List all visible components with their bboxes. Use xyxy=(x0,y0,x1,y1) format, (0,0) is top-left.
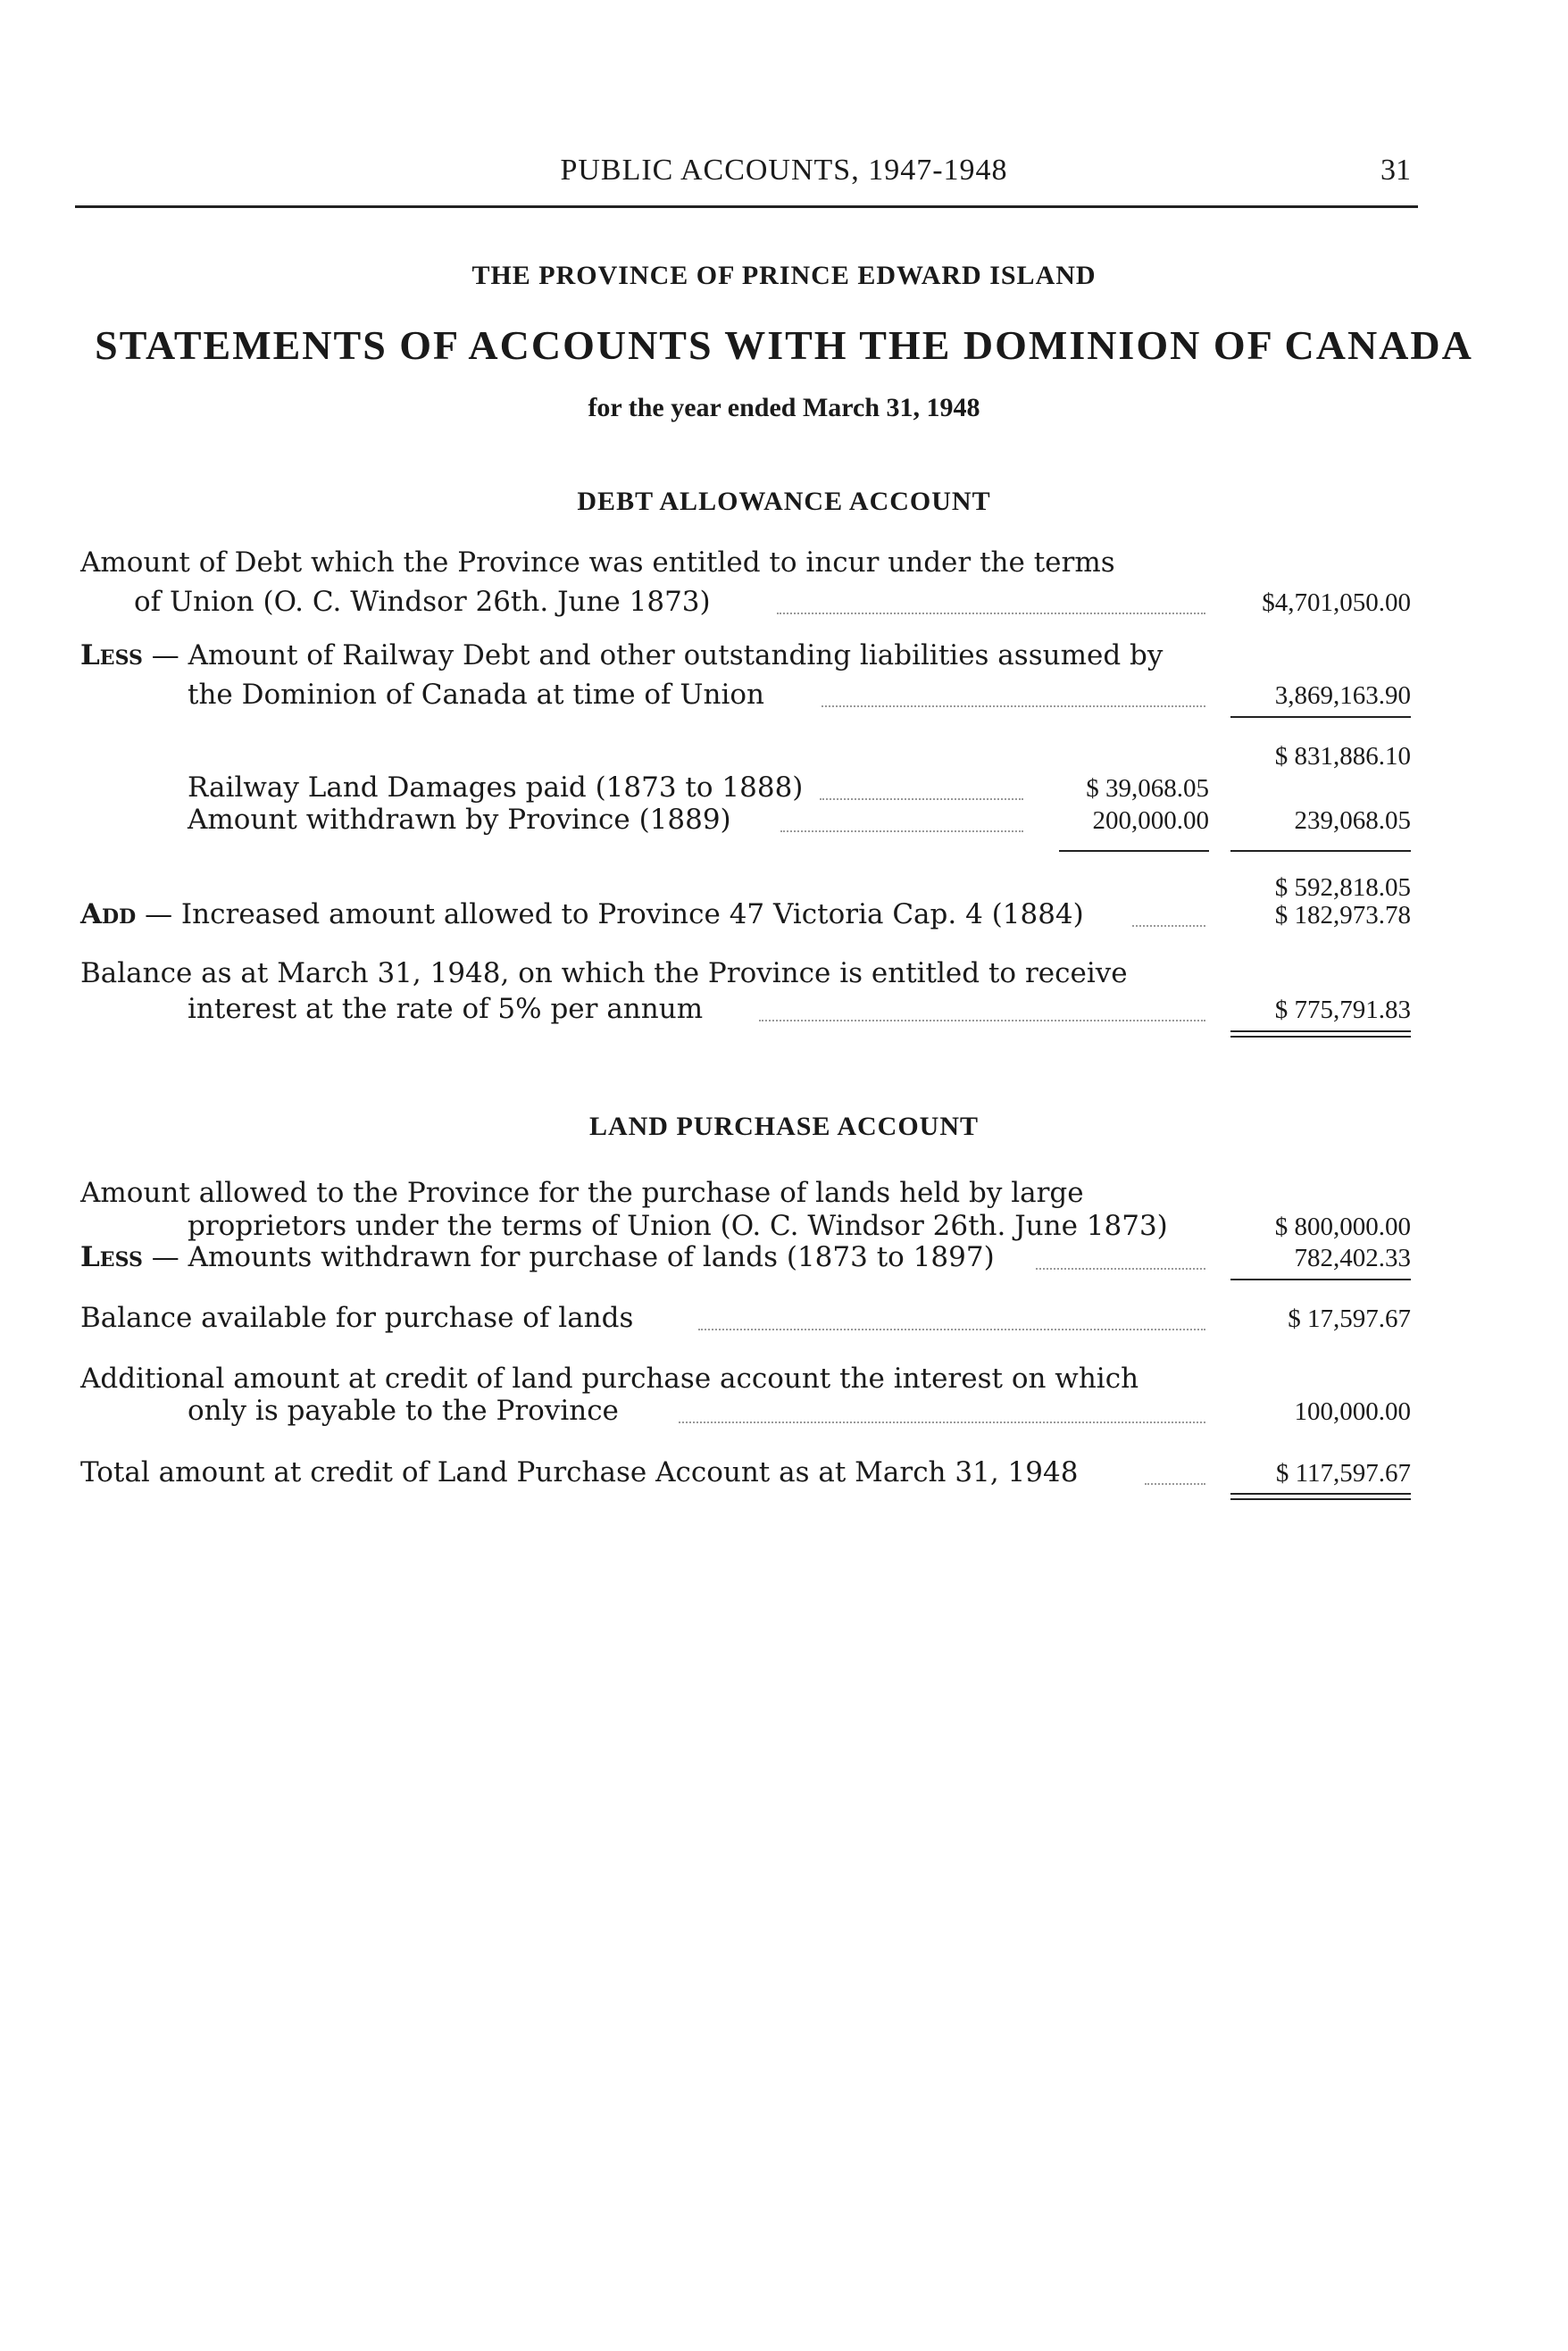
debt-line7: — Increased amount allowed to Province 47 Victoria Cap. 4 (1884) xyxy=(145,898,1084,930)
total-rule xyxy=(1230,1493,1411,1495)
header-rule xyxy=(75,205,1418,208)
debt-line1a: Amount of Debt which the Province was entitled to incur under the terms xyxy=(80,546,1115,579)
total-rule xyxy=(1230,1498,1411,1500)
land-line1a: Amount allowed to the Province for the purchase of lands held by large xyxy=(80,1177,1084,1209)
total-rule xyxy=(1230,1030,1411,1032)
debt-line8b: interest at the rate of 5% per annum xyxy=(188,993,704,1025)
debt-heading: DEBT ALLOWANCE ACCOUNT xyxy=(577,487,991,516)
less-label: Less xyxy=(80,639,143,671)
province-title: THE PROVINCE OF PRINCE EDWARD ISLAND xyxy=(471,261,1097,290)
land-value3: $ 17,597.67 xyxy=(1288,1305,1411,1333)
land-less-row xyxy=(80,1241,995,1273)
debt-value3: $ 831,886.10 xyxy=(1274,742,1411,771)
sum-rule xyxy=(1230,1279,1411,1280)
debt-line4: Railway Land Damages paid (1873 to 1888) xyxy=(188,771,804,804)
land-value4: 100,000.00 xyxy=(1294,1397,1411,1426)
debt-value7: $ 182,973.78 xyxy=(1274,901,1411,930)
land-line1b: proprietors under the terms of Union (O. C. Windsor 26th. June 1873) xyxy=(188,1210,1168,1242)
leader-dots xyxy=(777,613,1205,614)
debt-value5a: 200,000.00 xyxy=(1092,806,1209,835)
debt-line2b: the Dominion of Canada at time of Union xyxy=(188,679,765,711)
debt-line2a: — Amount of Railway Debt and other outstanding liabilities assumed by xyxy=(151,639,1163,671)
land-line4b: only is payable to the Province xyxy=(188,1395,619,1427)
sum-rule xyxy=(1230,716,1411,718)
less-label: Less xyxy=(80,1241,143,1273)
leader-dots xyxy=(1036,1268,1205,1270)
land-line5: Total amount at credit of Land Purchase Account as at March 31, 1948 xyxy=(80,1456,1079,1488)
debt-add-row xyxy=(80,898,1084,930)
leader-dots xyxy=(780,830,1023,832)
debt-value2: 3,869,163.90 xyxy=(1274,681,1411,710)
debt-value1: $4,701,050.00 xyxy=(1262,588,1411,617)
sum-rule xyxy=(1230,850,1411,852)
land-value5: $ 117,597.67 xyxy=(1275,1459,1411,1488)
land-line3: Balance available for purchase of lands xyxy=(80,1302,634,1334)
debt-line5: Amount withdrawn by Province (1889) xyxy=(188,804,731,836)
running-header: PUBLIC ACCOUNTS, 1947-1948 xyxy=(560,154,1008,187)
land-value2: 782,402.33 xyxy=(1294,1244,1411,1272)
debt-value5b: 239,068.05 xyxy=(1294,806,1411,835)
leader-dots xyxy=(698,1329,1205,1330)
add-label: Add xyxy=(80,898,137,930)
leader-dots xyxy=(759,1020,1205,1021)
debt-less-row xyxy=(80,639,1163,671)
leader-dots xyxy=(820,798,1023,800)
land-line4a: Additional amount at credit of land purchase account the interest on which xyxy=(80,1363,1139,1395)
statements-title: STATEMENTS OF ACCOUNTS WITH THE DOMINION OF CANADA xyxy=(95,322,1473,368)
leader-dots xyxy=(1132,925,1205,927)
debt-value4a: $ 39,068.05 xyxy=(1086,774,1209,803)
debt-value8: $ 775,791.83 xyxy=(1274,996,1411,1024)
debt-line8a: Balance as at March 31, 1948, on which the Province is entitled to receive xyxy=(80,957,1128,989)
debt-value6: $ 592,818.05 xyxy=(1274,873,1411,902)
page-number: 31 xyxy=(1380,154,1411,187)
total-rule xyxy=(1230,1036,1411,1038)
leader-dots xyxy=(822,705,1205,707)
leader-dots xyxy=(1145,1483,1205,1485)
land-line2: — Amounts withdrawn for purchase of lands (1873 to 1897) xyxy=(151,1241,995,1273)
sum-rule xyxy=(1059,850,1209,852)
year-subtitle: for the year ended March 31, 1948 xyxy=(588,393,980,422)
leader-dots xyxy=(679,1421,1205,1423)
debt-line1b: of Union (O. C. Windsor 26th. June 1873) xyxy=(134,586,711,618)
land-value1: $ 800,000.00 xyxy=(1274,1213,1411,1241)
land-heading: LAND PURCHASE ACCOUNT xyxy=(588,1112,980,1141)
